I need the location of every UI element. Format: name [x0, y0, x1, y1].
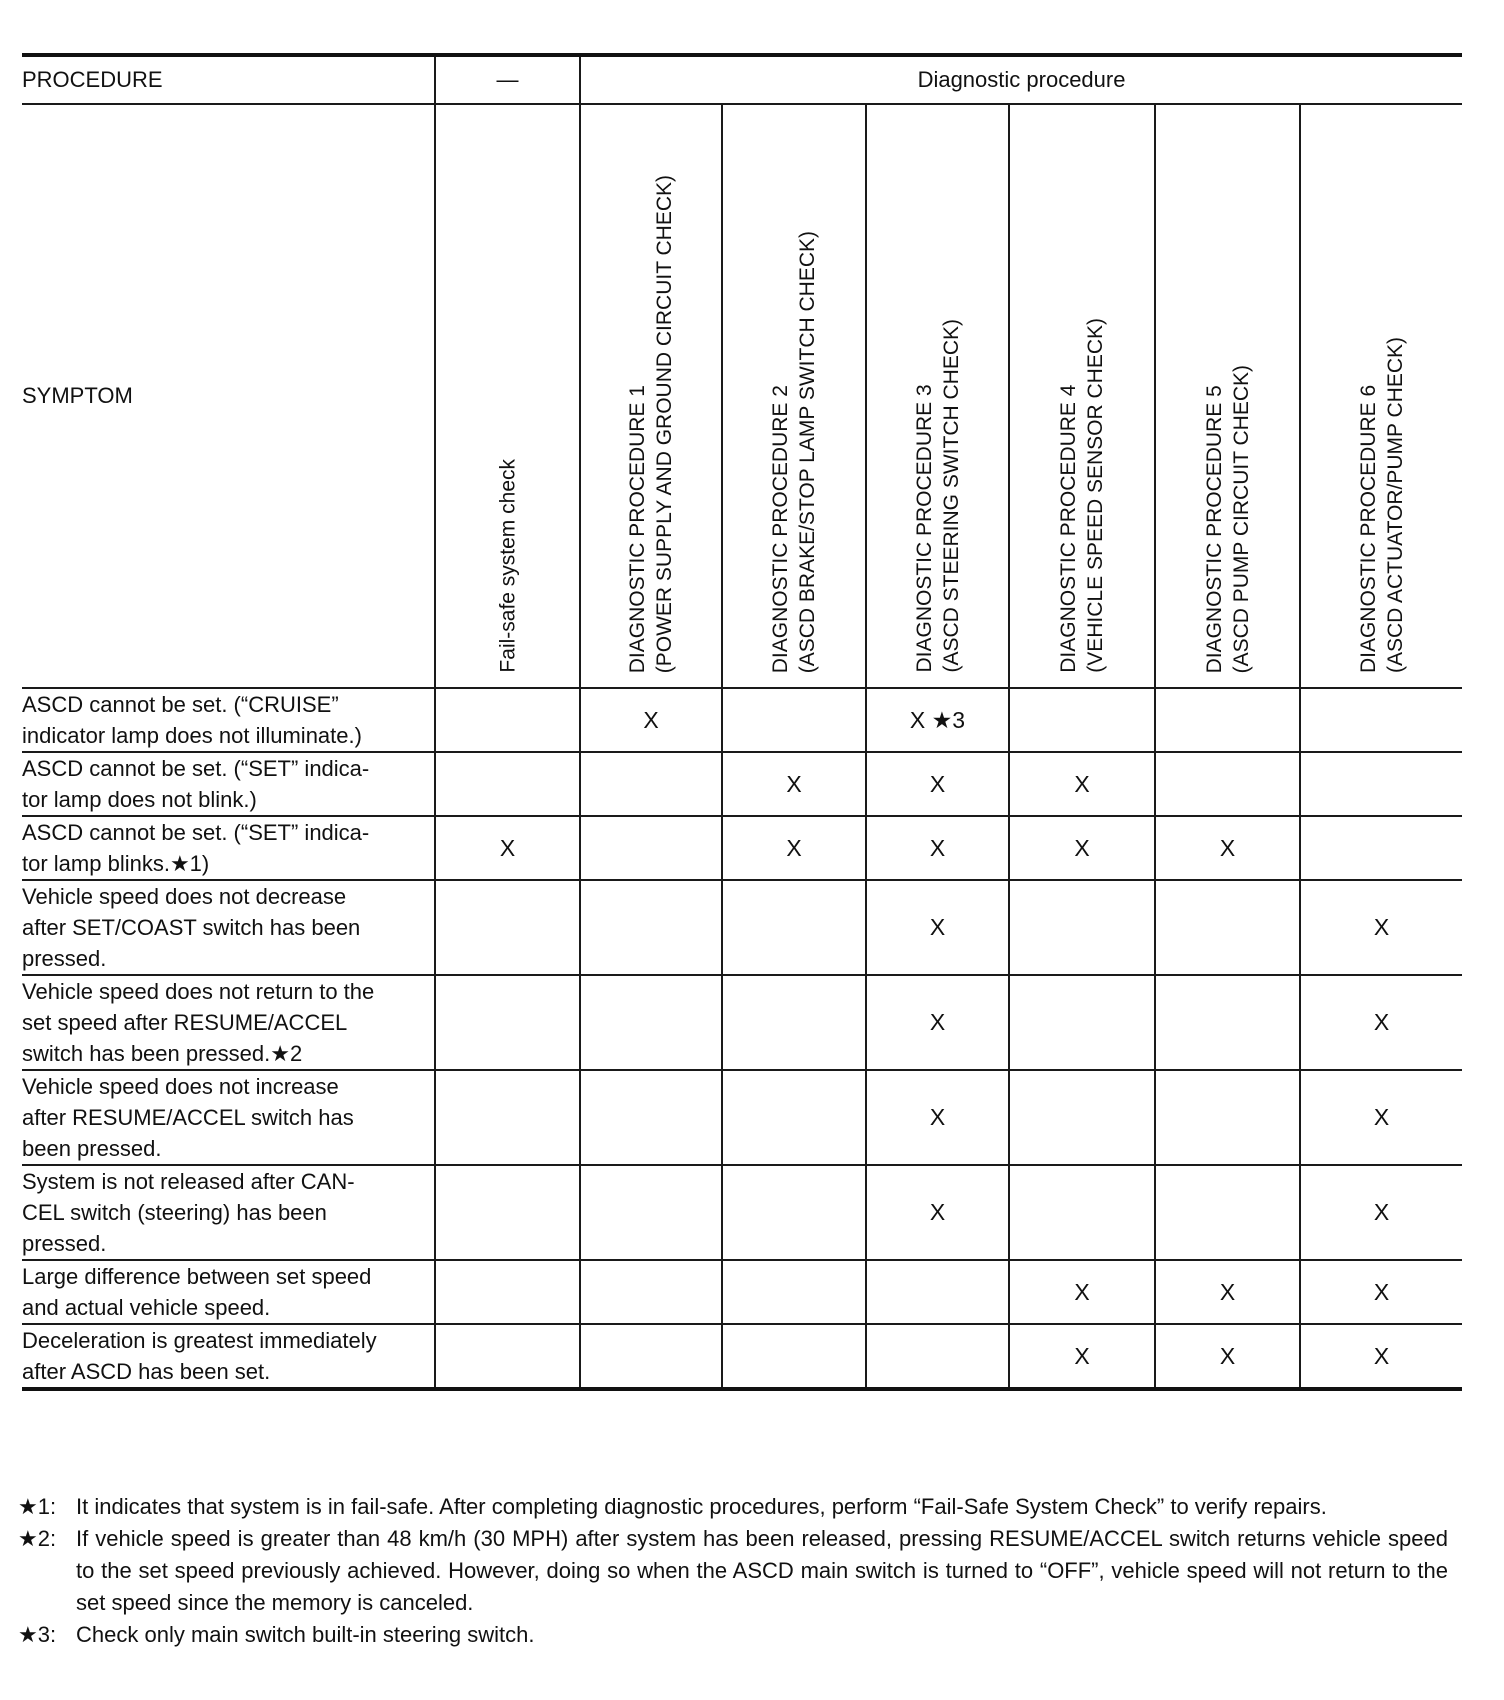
column-header-line: DIAGNOSTIC PROCEDURE 5 — [1202, 384, 1226, 673]
check-mark-cell: X — [435, 816, 580, 880]
check-mark-cell: X — [866, 1165, 1009, 1260]
symptom-line: indicator lamp does not illuminate.) — [22, 723, 362, 748]
table-row — [22, 752, 1462, 816]
column-header-subtitle: (ASCD STEERING SWITCH CHECK) — [939, 319, 963, 673]
column-header-subtitle: (ASCD PUMP CIRCUIT CHECK) — [1229, 364, 1253, 673]
check-mark-cell — [435, 688, 580, 752]
check-mark-cell — [1009, 880, 1155, 975]
diagnostic-procedure-group-header: Diagnostic procedure — [580, 55, 1462, 104]
check-mark-cell — [722, 880, 866, 975]
check-mark-cell: X — [580, 688, 722, 752]
table-row — [22, 1165, 1462, 1260]
check-mark-cell — [722, 1165, 866, 1260]
symptom-cell — [22, 1070, 435, 1165]
symptom-line: pressed. — [22, 1231, 107, 1256]
procedure-label: PROCEDURE — [22, 55, 435, 104]
check-mark-cell: X — [1300, 880, 1462, 975]
symptom-line: Large difference between set speed — [22, 1264, 372, 1289]
check-mark-cell — [580, 1070, 722, 1165]
check-mark-cell — [1155, 752, 1300, 816]
column-header-line: DIAGNOSTIC PROCEDURE 4 — [1057, 384, 1080, 673]
symptom-line: ASCD cannot be set. (“SET” indica- — [22, 756, 370, 781]
check-mark-cell: X — [1300, 1165, 1462, 1260]
symptom-line: tor lamp blinks.★1) — [22, 851, 210, 876]
table-row — [22, 688, 1462, 752]
check-mark-cell — [1009, 1070, 1155, 1165]
footnote-marker: ★1: — [18, 1494, 57, 1519]
column-header-line: Fail-safe system check — [496, 459, 519, 673]
check-mark-cell: X ★3 — [866, 688, 1009, 752]
symptom-cell — [22, 880, 435, 975]
column-header-procedure-2 — [722, 104, 866, 688]
check-mark-cell — [866, 1260, 1009, 1324]
check-mark-cell — [722, 1324, 866, 1389]
column-header-procedure-6 — [1300, 104, 1462, 688]
check-mark-cell — [1300, 688, 1462, 752]
table-row — [22, 975, 1462, 1070]
check-mark-cell: X — [866, 816, 1009, 880]
check-mark-cell: X — [1155, 1260, 1300, 1324]
check-mark-cell: X — [1009, 816, 1155, 880]
check-mark-cell: X — [866, 880, 1009, 975]
footnote-marker: ★2: — [18, 1526, 57, 1551]
check-mark-cell — [580, 752, 722, 816]
check-mark-cell: X — [722, 816, 866, 880]
header-row-columns — [22, 104, 1462, 688]
table-row — [22, 1070, 1462, 1165]
check-mark-cell — [580, 1165, 722, 1260]
symptom-line: Vehicle speed does not decrease — [22, 884, 347, 909]
footnote-text: It indicates that system is in fail-safe. After completing diagnostic procedures, perform “Fail-Safe System Check” to verify repairs. — [76, 1494, 1327, 1519]
check-mark-cell — [580, 880, 722, 975]
header-row-procedure — [22, 55, 1462, 104]
symptom-line: tor lamp does not blink.) — [22, 787, 257, 812]
check-mark-cell — [722, 1070, 866, 1165]
check-mark-cell: X — [866, 975, 1009, 1070]
check-mark-cell — [435, 1324, 580, 1389]
check-mark-cell — [722, 975, 866, 1070]
check-mark-cell — [435, 1260, 580, 1324]
footnote-marker: ★3: — [18, 1622, 57, 1647]
check-mark-cell — [1009, 1165, 1155, 1260]
symptom-label: SYMPTOM — [22, 104, 435, 688]
footnote — [18, 1619, 1448, 1651]
symptom-cell — [22, 1260, 435, 1324]
column-header-procedure-4 — [1009, 104, 1155, 688]
symptom-line: System is not released after CAN- — [22, 1169, 355, 1194]
check-mark-cell — [1009, 688, 1155, 752]
check-mark-cell: X — [722, 752, 866, 816]
diagnostic-matrix-table — [22, 53, 1462, 1391]
check-mark-cell — [435, 1070, 580, 1165]
check-mark-cell: X — [1300, 1324, 1462, 1389]
column-header-procedure-5 — [1155, 104, 1300, 688]
dash-cell: — — [435, 55, 580, 104]
footnote — [18, 1523, 1448, 1619]
check-mark-cell — [435, 880, 580, 975]
check-mark-cell: X — [1155, 1324, 1300, 1389]
check-mark-cell: X — [1009, 752, 1155, 816]
column-header-line: DIAGNOSTIC PROCEDURE 6 — [1356, 384, 1380, 673]
check-mark-cell — [866, 1324, 1009, 1389]
footnotes — [18, 1491, 1448, 1651]
symptom-line: CEL switch (steering) has been — [22, 1200, 327, 1225]
check-mark-cell: X — [1155, 816, 1300, 880]
check-mark-cell — [1155, 1070, 1300, 1165]
check-mark-cell — [580, 816, 722, 880]
check-mark-cell — [1155, 688, 1300, 752]
column-header-subtitle: (POWER SUPPLY AND GROUND CIRCUIT CHECK) — [653, 174, 676, 673]
column-header-subtitle: (ASCD BRAKE/STOP LAMP SWITCH CHECK) — [796, 230, 819, 673]
check-mark-cell — [1155, 880, 1300, 975]
footnote-text: If vehicle speed is greater than 48 km/h (30 MPH) after system has been released, pressing RESUME/ACCEL switch returns vehicle speed to the set speed previously achieved. However, doing so when the ASCD main switch is turned to “OFF”, vehicle speed will not return to the set speed since the memory is canceled. — [76, 1526, 1448, 1615]
check-mark-cell — [580, 1324, 722, 1389]
symptom-line: ASCD cannot be set. (“SET” indica- — [22, 820, 370, 845]
check-mark-cell — [722, 688, 866, 752]
symptom-line: Vehicle speed does not return to the — [22, 979, 375, 1004]
check-mark-cell: X — [866, 1070, 1009, 1165]
check-mark-cell — [1155, 975, 1300, 1070]
table-row — [22, 1260, 1462, 1324]
symptom-cell — [22, 975, 435, 1070]
check-mark-cell: X — [1300, 975, 1462, 1070]
table-row — [22, 1324, 1462, 1389]
footnote — [18, 1491, 1448, 1523]
symptom-cell — [22, 1165, 435, 1260]
table-row — [22, 816, 1462, 880]
column-header-procedure-3 — [866, 104, 1009, 688]
footnote-text: Check only main switch built-in steering switch. — [76, 1622, 535, 1647]
check-mark-cell: X — [1009, 1324, 1155, 1389]
check-mark-cell — [435, 752, 580, 816]
check-mark-cell — [722, 1260, 866, 1324]
check-mark-cell: X — [1300, 1070, 1462, 1165]
symptom-line: set speed after RESUME/ACCEL — [22, 1010, 348, 1035]
symptom-line: Vehicle speed does not increase — [22, 1074, 339, 1099]
check-mark-cell — [1300, 816, 1462, 880]
symptom-line: after SET/COAST switch has been — [22, 915, 361, 940]
symptom-cell — [22, 816, 435, 880]
symptom-line: after ASCD has been set. — [22, 1359, 271, 1384]
column-header-subtitle: (ASCD ACTUATOR/PUMP CHECK) — [1383, 336, 1407, 673]
check-mark-cell — [435, 1165, 580, 1260]
column-header-line: DIAGNOSTIC PROCEDURE 3 — [912, 384, 936, 673]
symptom-line: ASCD cannot be set. (“CRUISE” — [22, 692, 339, 717]
check-mark-cell: X — [1009, 1260, 1155, 1324]
symptom-cell — [22, 688, 435, 752]
symptom-line: after RESUME/ACCEL switch has — [22, 1105, 354, 1130]
symptom-line: and actual vehicle speed. — [22, 1295, 271, 1320]
table-row — [22, 880, 1462, 975]
check-mark-cell — [1155, 1165, 1300, 1260]
check-mark-cell — [580, 975, 722, 1070]
column-header-line: DIAGNOSTIC PROCEDURE 2 — [769, 384, 792, 673]
check-mark-cell — [1300, 752, 1462, 816]
check-mark-cell: X — [1300, 1260, 1462, 1324]
symptom-line: Deceleration is greatest immediately — [22, 1328, 377, 1353]
symptom-cell — [22, 752, 435, 816]
symptom-line: been pressed. — [22, 1136, 162, 1161]
symptom-line: switch has been pressed.★2 — [22, 1041, 303, 1066]
column-header-fail-safe — [435, 104, 580, 688]
symptom-line: pressed. — [22, 946, 107, 971]
check-mark-cell: X — [866, 752, 1009, 816]
check-mark-cell — [580, 1260, 722, 1324]
column-header-line: DIAGNOSTIC PROCEDURE 1 — [626, 384, 649, 673]
check-mark-cell — [435, 975, 580, 1070]
column-header-procedure-1 — [580, 104, 722, 688]
check-mark-cell — [1009, 975, 1155, 1070]
symptom-cell — [22, 1324, 435, 1389]
column-header-subtitle: (VEHICLE SPEED SENSOR CHECK) — [1084, 318, 1107, 673]
